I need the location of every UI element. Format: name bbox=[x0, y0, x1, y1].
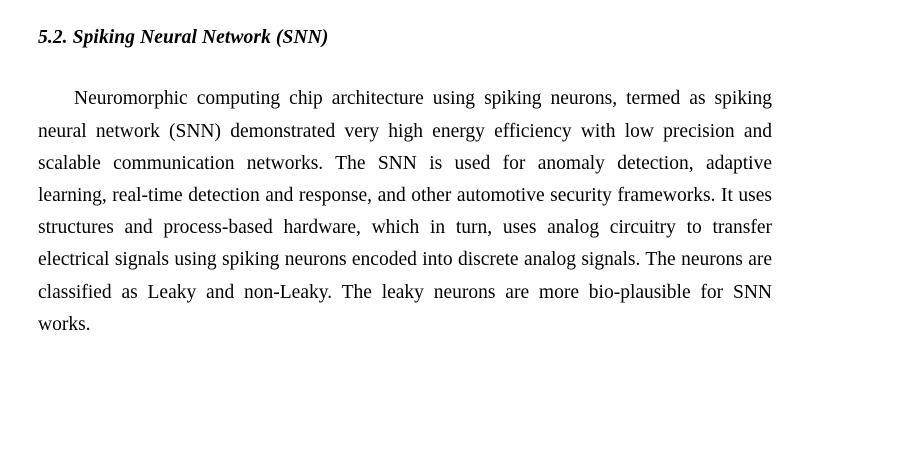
section-heading: 5.2. Spiking Neural Network (SNN) bbox=[38, 27, 329, 48]
body-paragraph: Neuromorphic computing chip architecture using spiking neurons, termed as spiking neural network (SNN) demonstrated very high energy efficiency with low precision and scalable communication networks. The SNN is used for anomaly detection, adaptive learning, real-time detection and response, and other automotive security frameworks. It uses structures and process-based hardware, which in turn, uses analog circuitry to transfer electrical signals using spiking neurons encoded into discrete analog signals. The neurons are classified as Leaky and non-Leaky. The leaky neurons are more bio-plausible for SNN works. bbox=[38, 88, 772, 335]
